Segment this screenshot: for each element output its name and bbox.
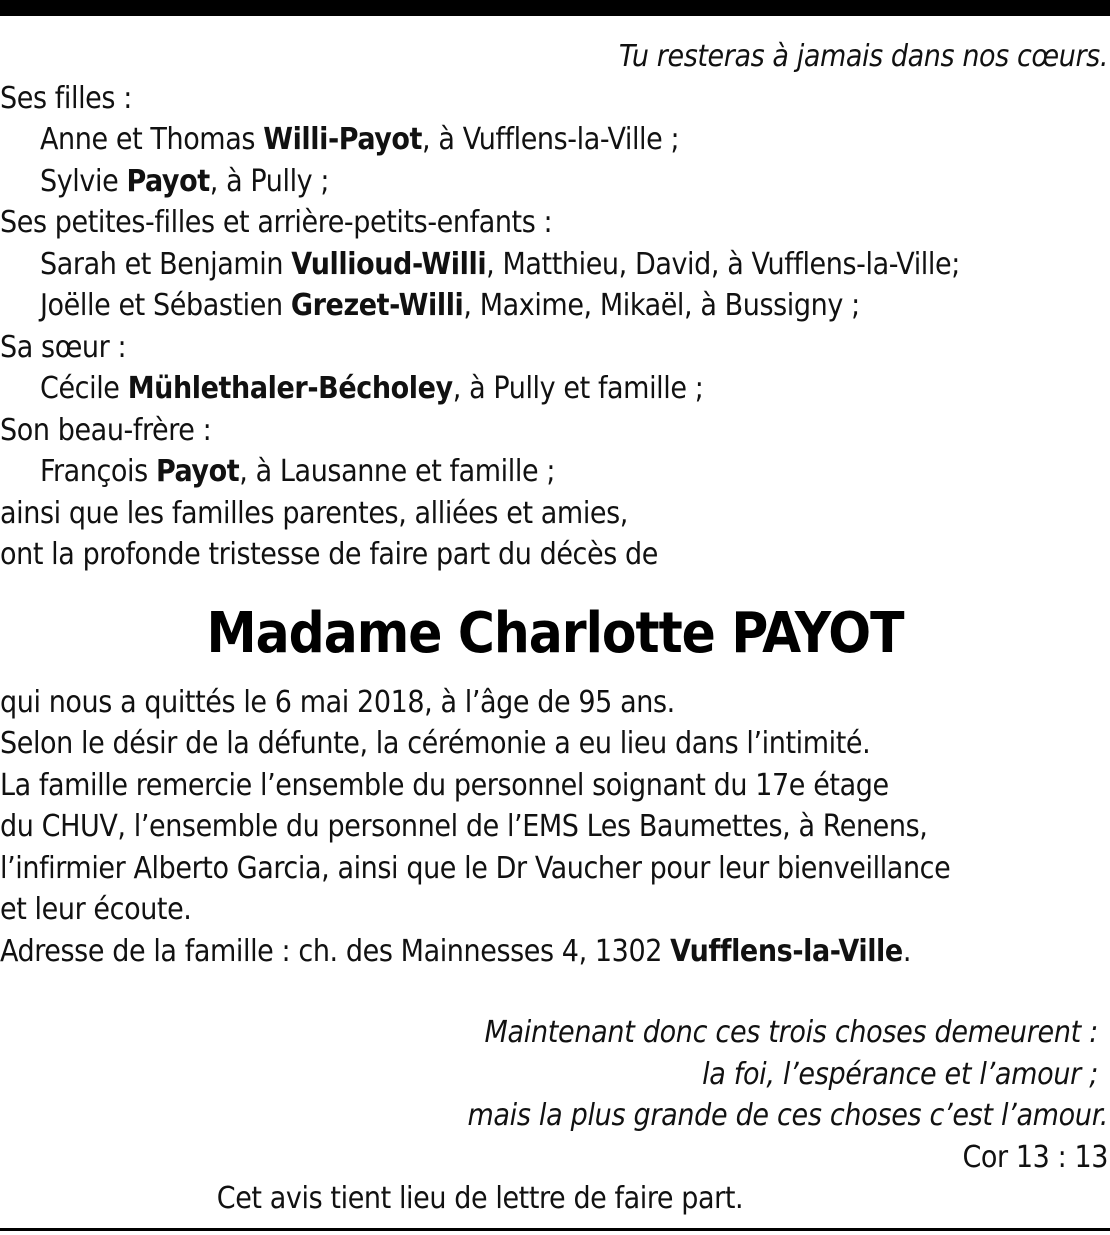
grandchild-2-surname: Grezet-Willi (290, 288, 464, 323)
spacer (0, 972, 1110, 1012)
deceased-name: Madame Charlotte PAYOT (206, 600, 904, 666)
daughter-1-surname: Willi-Payot (263, 122, 423, 157)
death-notice (0, 36, 1110, 1220)
verse-line: mais la plus grande de ces choses c’est l’amour. (467, 1098, 1108, 1133)
closing-line: Cet avis tient lieu de lettre de faire part. (216, 1181, 744, 1216)
grandchild-2-place: , Maxime, Mikaël, à Bussigny ; (463, 288, 860, 323)
announcement-line: ont la profonde tristesse de faire part du décès de (0, 537, 658, 572)
sister-place: , à Pully et famille ; (452, 371, 704, 406)
sister-entry (0, 368, 1110, 410)
sister-heading: Sa sœur : (0, 329, 127, 365)
sister-surname: Mühlethaler-Bécholey (127, 371, 453, 406)
body-line: du CHUV, l’ensemble du personnel de l’EMS Les Baumettes, à Renens, (0, 809, 928, 844)
sister-prefix: Cécile (40, 371, 128, 406)
body-line: La famille remercie l’ensemble du personnel soignant du 17e étage (0, 767, 889, 803)
grandchild-1-place: , Matthieu, David, à Vufflens-la-Ville; (486, 246, 960, 282)
brother-in-law-place: , à Lausanne et famille ; (239, 454, 556, 489)
grandchild-entry (0, 285, 1110, 327)
address-end: . (902, 933, 911, 969)
brother-in-law-prefix: François (40, 454, 156, 489)
verse-line: la foi, l’espérance et l’amour ; (702, 1056, 1098, 1092)
address-town: Vufflens-la-Ville (670, 933, 903, 969)
daughters-heading: Ses filles : (0, 80, 132, 116)
daughter-1-place: , à Vufflens-la-Ville ; (422, 122, 680, 157)
brother-in-law-entry (0, 451, 1110, 493)
grandchild-2-prefix: Joëlle et Sébastien (40, 288, 291, 323)
brother-in-law-surname: Payot (155, 454, 240, 489)
bottom-border (0, 1228, 1110, 1231)
grandchildren-heading: Ses petites-filles et arrière-petits-enfants : (0, 205, 553, 240)
grandchild-entry (0, 244, 1110, 286)
body-line: qui nous a quittés le 6 mai 2018, à l’âge de 95 ans. (0, 684, 675, 720)
body-line: et leur écoute. (0, 892, 192, 927)
daughter-2-surname: Payot (126, 163, 210, 199)
family-address (0, 931, 1110, 973)
daughter-2-place: , à Pully ; (209, 163, 330, 199)
epigraph: Tu resteras à jamais dans nos cœurs. (618, 39, 1108, 74)
relatives-line: ainsi que les familles parentes, alliées et amies, (0, 495, 628, 531)
top-border (0, 0, 1110, 16)
daughter-entry (0, 161, 1110, 203)
daughter-1-prefix: Anne et Thomas (40, 122, 264, 157)
address-text: Adresse de la famille : ch. des Mainnesses 4, 1302 (0, 933, 671, 969)
body-line: l’infirmier Alberto Garcia, ainsi que le Dr Vaucher pour leur bienveillance (0, 850, 951, 886)
grandchild-1-prefix: Sarah et Benjamin (40, 246, 292, 282)
brother-in-law-heading: Son beau-frère : (0, 412, 212, 448)
daughter-2-prefix: Sylvie (40, 163, 127, 199)
grandchild-1-surname: Vullioud-Willi (291, 246, 487, 282)
verse-line: Maintenant donc ces trois choses demeurent : (484, 1015, 1098, 1050)
daughter-entry (0, 119, 1110, 161)
body-line: Selon le désir de la défunte, la cérémonie a eu lieu dans l’intimité. (0, 726, 871, 761)
verse-reference: Cor 13 : 13 (962, 1139, 1108, 1175)
